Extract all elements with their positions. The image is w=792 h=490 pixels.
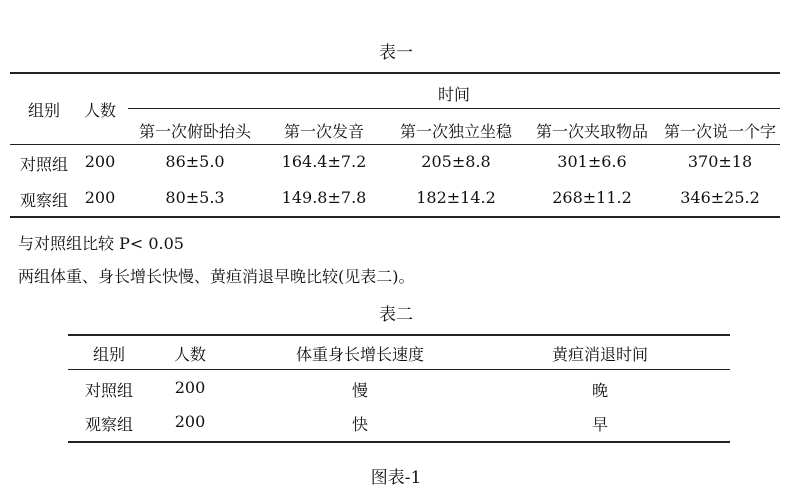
table1-col-2: 第一次发音	[283, 122, 364, 141]
table1-col-3: 第一次独立坐稳	[399, 122, 512, 141]
table1-header-count: 人数	[83, 101, 116, 120]
table1-row1-val4: 301±6.6	[557, 152, 627, 171]
table2-row1-group: 对照组	[84, 381, 133, 400]
table1-row1-group: 对照组	[19, 155, 68, 174]
table1-row1-val2: 164.4±7.2	[281, 152, 367, 171]
table1-row2-val3: 182±14.2	[416, 188, 496, 207]
table2-header-count: 人数	[173, 345, 206, 364]
table1-row2-count: 200	[84, 188, 116, 207]
table2-row2-growth: 快	[351, 415, 368, 434]
table2-header-rule	[68, 369, 730, 370]
table1-col-4: 第一次夹取物品	[535, 122, 648, 141]
table1-col-1: 第一次俯卧抬头	[138, 122, 251, 141]
table1-header-rule	[10, 144, 780, 145]
table1-row2-val2: 149.8±7.8	[281, 188, 367, 207]
table1-sub-rule	[128, 108, 780, 109]
table1-bottom-rule	[10, 216, 780, 218]
table1-top-rule	[10, 72, 780, 74]
table2-row2-count: 200	[174, 412, 206, 431]
table1-row1-val5: 370±18	[687, 152, 753, 171]
figure-caption: 图表-1	[370, 468, 422, 488]
table1-col-5: 第一次说一个字	[663, 122, 776, 141]
table1-row1-val1: 86±5.0	[165, 152, 225, 171]
table1-row2-val4: 268±11.2	[552, 188, 632, 207]
table2-row1-jaundice: 晚	[591, 381, 608, 400]
table2-top-rule	[68, 334, 730, 336]
table1-row1-count: 200	[84, 152, 116, 171]
table2-header-growth: 体重身长增长速度	[295, 345, 424, 364]
table2-header-jaundice: 黄疸消退时间	[551, 345, 648, 364]
table1-row2-group: 观察组	[19, 191, 68, 210]
table1-row1-val3: 205±8.8	[421, 152, 491, 171]
table1-row2-val1: 80±5.3	[165, 188, 225, 207]
table1-row2-val5: 346±25.2	[680, 188, 760, 207]
table2-row1-growth: 慢	[351, 381, 368, 400]
table1-title: 表一	[379, 43, 413, 63]
table2-row1-count: 200	[174, 378, 206, 397]
p-value-note: 与对照组比较 P< 0.05	[18, 234, 184, 253]
table2-intro-text: 两组体重、身长增长快慢、黄疸消退早晚比较(见表二)。	[18, 267, 415, 286]
table2-row2-jaundice: 早	[591, 415, 608, 434]
table1-header-group: 组别	[27, 101, 60, 120]
table1-header-time: 时间	[437, 85, 470, 104]
table2-row2-group: 观察组	[84, 415, 133, 434]
table2-title: 表二	[379, 305, 413, 325]
table2-bottom-rule	[68, 441, 730, 443]
table2-header-group: 组别	[92, 345, 125, 364]
